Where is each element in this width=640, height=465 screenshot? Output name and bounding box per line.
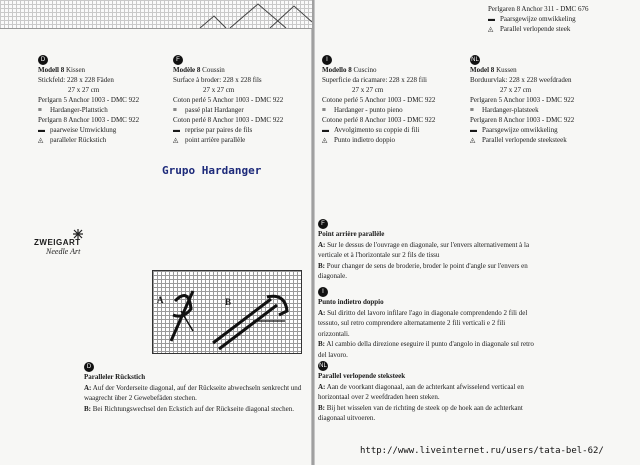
parallel-stitch-symbol-icon: ◬	[470, 136, 476, 144]
instruction-text-b: Al cambio della direzione eseguire il punto d'angolo in diagonale sul retro del lavoro.	[318, 340, 534, 359]
legend-text: Parallel verlopende steek	[500, 25, 571, 33]
model-column-fr	[173, 54, 311, 145]
language-badge: D	[38, 55, 48, 65]
logo-subtitle: Needle Art	[46, 247, 81, 256]
group-title: Grupo Hardanger	[162, 164, 262, 177]
symbol-text: passé plat Hardanger	[185, 106, 244, 114]
language-badge: D	[84, 362, 94, 372]
instruction-heading: Point arrière parallèle	[318, 230, 385, 238]
parallel-stitch-symbol-icon: ◬	[173, 136, 179, 144]
model-column-it	[322, 54, 472, 145]
instruction-de: D Paralleler Rückstich A: Auf der Vorderseite diagonal, auf der Rückseite abwechseln senkrecht und waagrecht über 2 Gewebefäden stechen. B: Bei Richtungswechsel den Eckstich auf der Rückseite diagonal stechen.	[84, 361, 306, 414]
model-line: Borduurvlak: 228 x 228 weefdraden	[470, 76, 572, 84]
satin-symbol-icon: ≡	[470, 106, 474, 114]
model-column-nl	[470, 54, 630, 145]
symbol-text: Parallel verlopende steeksteek	[482, 136, 567, 144]
satin-symbol-icon: ≡	[173, 106, 177, 114]
instruction-text-a: Aan de voorkant diagonaal, aan de achterkant afwisselend verticaal en horizontaal over 2 weefdraden heen steken.	[318, 382, 524, 401]
model-line: Coton perlé 5 Anchor 1003 - DMC 922	[173, 96, 284, 104]
symbol-text: Avvolgimento su coppie di fili	[334, 126, 420, 134]
logo-cross-icon	[72, 229, 84, 239]
instruction-text-a: Auf der Vorderseite diagonal, auf der Rückseite abwechseln senkrecht und waagrecht über 2 Gewebefäden stechen.	[84, 383, 302, 402]
symbol-text: reprise par paires de fils	[185, 126, 253, 134]
parallel-stitch-symbol-icon: ◬	[38, 136, 44, 144]
instruction-text-a: Sur le dessus de l'ouvrage en diagonale, sur l'envers alternativement à la verticale et à l'horizontale sur 2 fils de tissu	[318, 240, 530, 259]
model-line: Cotone perlé 5 Anchor 1003 - DMC 922	[322, 96, 436, 104]
symbol-text: paarweise Umwicklung	[50, 126, 117, 134]
model-title: Modello 8	[322, 66, 352, 74]
model-line: Perlgarn 8 Anchor 1003 - DMC 922	[38, 116, 140, 124]
model-subtitle: Kissen	[66, 66, 86, 74]
diagram-label-a: A	[157, 295, 164, 305]
satin-symbol-icon: ≡	[322, 106, 326, 114]
model-title: Modell 8	[38, 66, 65, 74]
model-line: Stickfeld: 228 x 228 Fäden	[38, 76, 114, 84]
language-badge: F	[318, 219, 328, 229]
parallel-stitch-symbol-icon: ◬	[488, 25, 494, 33]
legend-text: Paarsgewijze omwikkeling	[500, 15, 576, 23]
symbol-text: Hardanger - punto pieno	[334, 106, 403, 114]
wrap-symbol-icon: ▬	[470, 126, 477, 134]
model-line: 27 x 27 cm	[352, 86, 384, 94]
instruction-heading: Paralleler Rückstich	[84, 373, 146, 381]
symbol-text: Paarsgewijze omwikkeling	[482, 126, 558, 134]
parallel-stitch-symbol-icon: ◬	[322, 136, 328, 144]
instruction-text-a: Sul diritto del lavoro infilare l'ago in diagonale comprendendo 2 fili del tessuto, sul retro comprendere alternatamente 2 fili verticali e 2 fili orizzontali.	[318, 308, 528, 338]
instruction-text-b: Bij het wisselen van de richting de steek op de hoek aan de achterkant diagonaal uitvoeren.	[318, 403, 523, 422]
model-subtitle: Cuscino	[353, 66, 377, 74]
model-subtitle: Kussen	[496, 66, 517, 74]
satin-symbol-icon: ≡	[38, 106, 42, 114]
model-line: 27 x 27 cm	[500, 86, 532, 94]
logo-brand: ZWEIGART	[34, 238, 81, 247]
symbol-text: Hardanger-Plattstich	[50, 106, 108, 114]
instruction-heading: Parallel verlopende steksteek	[318, 372, 406, 380]
instruction-text-b: Bei Richtungswechsel den Eckstich auf der Rückseite diagonal stechen.	[92, 404, 294, 413]
diagram-label-b: B	[225, 297, 232, 307]
instruction-nl: NL Parallel verlopende steksteek A: Aan de voorkant diagonaal, aan de achterkant afwisselend verticaal en horizontaal over 2 weefdraden heen steken. B: Bij het wisselen van de richting de steek op de hoek aan de achterkant diagonaal uitvoeren.	[318, 360, 536, 424]
language-badge: NL	[471, 57, 479, 63]
model-line: Coton perlé 8 Anchor 1003 - DMC 922	[173, 116, 284, 124]
zweigart-logo	[34, 238, 81, 256]
model-line: Perlgaren 8 Anchor 1003 - DMC 922	[470, 116, 575, 124]
language-badge: NL	[319, 363, 327, 369]
model-line: Cotone perlé 8 Anchor 1003 - DMC 922	[322, 116, 436, 124]
symbol-text: paralleler Rückstich	[50, 136, 107, 144]
thread-line: Perlgaren 8 Anchor 311 - DMC 676	[488, 5, 589, 13]
symbol-text: Punto indietro doppio	[334, 136, 396, 144]
symbol-text: Hardanger-platsteek	[482, 106, 539, 114]
model-line: Surface à broder: 228 x 228 fils	[173, 76, 262, 84]
book-spine	[311, 0, 315, 465]
model-line: Superficie da ricamare: 228 x 228 fili	[322, 76, 427, 84]
instruction-fr: F Point arrière parallèle A: Sur le dessus de l'ouvrage en diagonale, sur l'envers alternativement à la verticale et à l'horizontale sur 2 fils de tissu B: Pour changer de sens de broderie, broder le point d'angle sur l'envers en diagonale.	[318, 218, 536, 282]
wrap-symbol-icon: ▬	[173, 126, 180, 134]
language-badge: I	[322, 55, 332, 65]
wrap-symbol-icon: ▬	[322, 126, 329, 134]
model-line: 27 x 27 cm	[68, 86, 100, 94]
chart-grid-strip	[0, 0, 312, 29]
model-column-de	[38, 54, 173, 145]
symbol-text: point arrière parallèle	[185, 136, 246, 144]
model-line: Perlgaren 5 Anchor 1003 - DMC 922	[470, 96, 575, 104]
instruction-it: I Punto indietro doppio A: Sul diritto del lavoro infilare l'ago in diagonale comprendendo 2 fili del tessuto, sul retro comprendere alternatamente 2 fili verticali e 2 fili orizzontali. B: Al cambio della direzione eseguire il punto d'angolo in diagonale sul retro del lavoro.	[318, 286, 536, 360]
instruction-text-b: Pour changer de sens de broderie, broder le point d'angle sur l'envers en diagonale.	[318, 261, 528, 280]
model-subtitle: Coussin	[202, 66, 225, 74]
model-title: Model 8	[470, 66, 495, 74]
language-badge: I	[318, 287, 328, 297]
backstitch-symbol-icon: ▬	[488, 15, 495, 23]
watermark-url: http://www.liveinternet.ru/users/tata-bel-62/	[360, 446, 604, 456]
instruction-heading: Punto indietro doppio	[318, 298, 384, 306]
model-line: Perlgarn 5 Anchor 1003 - DMC 922	[38, 96, 140, 104]
wrap-symbol-icon: ▬	[38, 126, 45, 134]
model-line: 27 x 27 cm	[203, 86, 235, 94]
language-badge: F	[173, 55, 183, 65]
model-title: Modèle 8	[173, 66, 201, 74]
stitch-diagram	[152, 270, 302, 354]
top-right-legend	[488, 4, 588, 34]
